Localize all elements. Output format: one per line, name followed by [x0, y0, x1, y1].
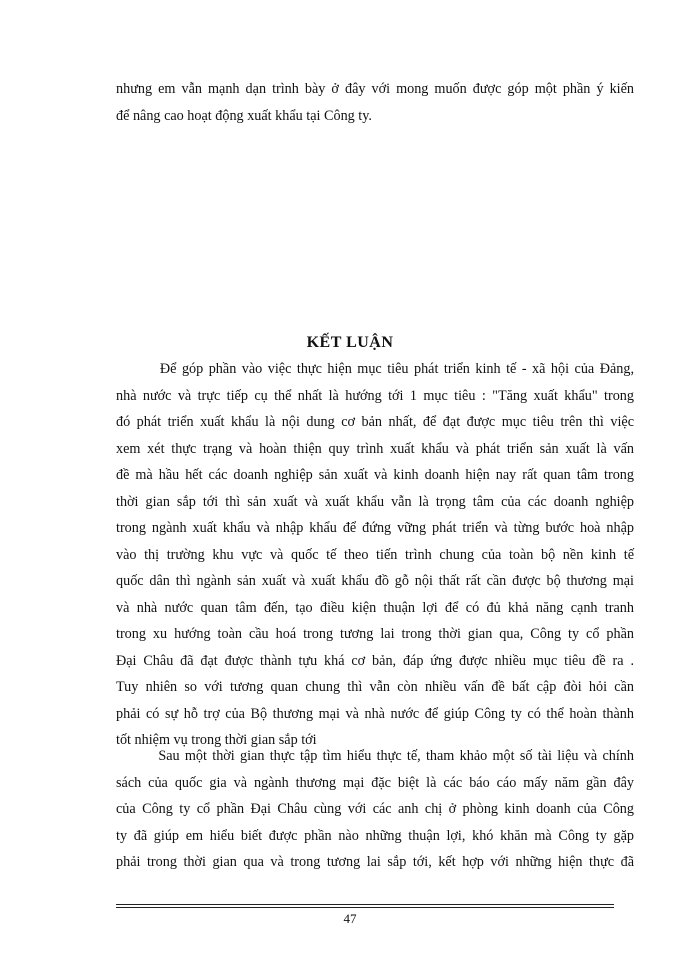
text-line: nhưng em vẫn mạnh dạn trình bày ở đây với mong muốn được góp một phần ý kiến	[116, 81, 634, 97]
conclusion-paragraph-2	[116, 743, 634, 876]
text-line: thời gian sắp tới thì sản xuất và xuất khẩu vẫn là trọng tâm của các doanh nghiệp	[116, 493, 634, 510]
page-number: 47	[343, 911, 357, 926]
text-line: để nâng cao hoạt động xuất khẩu tại Công ty.	[116, 107, 372, 124]
text-line: Tuy nhiên so với tương quan chung thì vẫn còn nhiều vấn đề bất cập đòi hỏi cần	[116, 679, 634, 695]
text-line: và nhà nước quan tâm đến, tạo điều kiện thuận lợi để có đủ khả năng cạnh tranh	[116, 599, 634, 616]
text-line: Đại Châu đã đạt được thành tựu khá cơ bản, đáp ứng được nhiều mục tiêu đề ra .	[116, 652, 634, 669]
text-line: của Công ty cổ phần Đại Châu cùng với các anh chị ở phòng kinh doanh của Công	[116, 801, 634, 817]
section-title: KẾT LUẬN	[306, 334, 394, 351]
intro-paragraph	[116, 76, 634, 129]
footer-rule-bottom	[116, 907, 614, 908]
text-line: trong xu hướng toàn cầu hoá trong tương lai trong thời gian qua, Công ty cổ phần	[116, 626, 634, 642]
text-line: đề mà hầu hết các doanh nghiệp sản xuất và kinh doanh hiện nay rất quan tâm trong	[116, 467, 634, 483]
footer-rule-top	[116, 904, 614, 905]
text-line: tốt nhiệm vụ trong thời gian sắp tới	[116, 732, 317, 748]
text-line: đó phát triển xuất khẩu là nội dung cơ bản nhất, để đạt được mục tiêu trên thì việc	[116, 414, 634, 430]
text-line: sách của quốc gia và ngành thương mại đặc biệt là các báo cáo mấy năm gần đây	[116, 774, 634, 791]
text-line: Để góp phần vào việc thực hiện mục tiêu phát triển kinh tế - xã hội của Đảng,	[116, 361, 634, 377]
text-line: nhà nước và trực tiếp cụ thể nhất là hướng tới 1 mục tiêu : "Tăng xuất khẩu" trong	[116, 387, 634, 404]
text-line: Sau một thời gian thực tập tìm hiểu thực tế, tham khảo một số tài liệu và chính	[116, 748, 634, 764]
conclusion-paragraph-1	[116, 356, 634, 754]
text-line: ty đã giúp em hiểu biết được phần nào những thuận lợi, khó khăn mà Công ty gặp	[116, 827, 634, 844]
text-line: phải trong thời gian qua và trong tương lai sắp tới, kết hợp với những hiện thực đã	[116, 854, 634, 870]
text-line: quốc dân thì ngành sản xuất và xuất khẩu đồ gỗ nội thất rất cần được bộ thương mại	[116, 573, 634, 589]
text-line: vào thị trường khu vực và quốc tế theo tiến trình chung của toàn bộ nền kinh tế	[116, 546, 634, 563]
text-line: trong ngành xuất khẩu và nhập khẩu để đứng vững phát triển và từng bước hoà nhập	[116, 520, 634, 536]
text-line: xem xét thực trạng và hoàn thiện quy trình xuất khẩu và phát triển sản xuất là vấn	[116, 440, 634, 457]
text-line: phải có sự hỗ trợ của Bộ thương mại và nhà nước để giúp Công ty có thể hoàn thành	[116, 705, 634, 722]
